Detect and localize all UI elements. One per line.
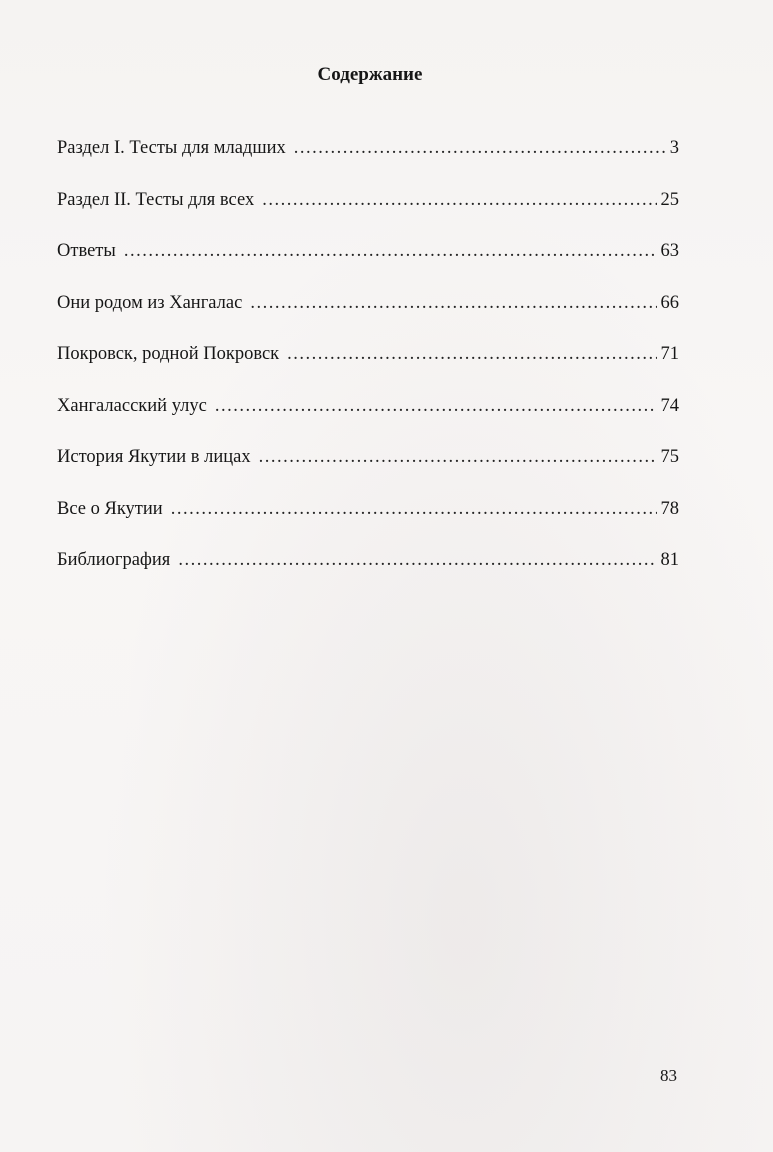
page-title: Содержание: [317, 64, 423, 85]
toc-entry-page: 63: [660, 241, 679, 261]
toc-dot-leader: [287, 344, 656, 365]
toc-entry-page: 81: [660, 550, 679, 570]
toc-dot-leader: [262, 190, 656, 211]
toc-entry[interactable]: [57, 138, 679, 190]
toc-entry-label: Они родом из Хангалас: [57, 292, 243, 313]
toc-entry-page: 25: [660, 189, 679, 210]
toc-dot-leader: [124, 241, 657, 262]
toc-entry-page: 3: [669, 138, 679, 158]
toc-entry-label: Покровск, родной Покровск: [57, 344, 280, 364]
toc-entry[interactable]: [57, 447, 679, 499]
page-number: 83: [660, 1066, 677, 1085]
toc-entry[interactable]: [57, 396, 679, 448]
toc-entry[interactable]: [57, 190, 679, 242]
toc-dot-leader: [294, 138, 666, 159]
toc-dot-leader: [171, 499, 657, 520]
toc-entry-label: Библиография: [57, 550, 171, 570]
toc-entry-page: 78: [660, 498, 679, 519]
toc-entry[interactable]: [57, 241, 679, 293]
toc-entry[interactable]: [57, 344, 679, 396]
toc-entry-page: 71: [660, 344, 679, 364]
toc-entry-label: Раздел I. Тесты для младших: [57, 138, 286, 158]
toc-entry-page: 75: [660, 447, 679, 467]
toc-entry-page: 66: [660, 292, 679, 313]
toc-dot-leader: [178, 550, 656, 571]
toc-entry[interactable]: [57, 293, 679, 345]
toc-entry-label: Ответы: [57, 241, 116, 261]
toc-entry-label: История Якутии в лицах: [57, 447, 251, 467]
toc-entry[interactable]: [57, 499, 679, 551]
toc-dot-leader: [215, 396, 657, 417]
toc-entry[interactable]: [57, 550, 679, 602]
toc-entry-label: Раздел II. Тесты для всех: [57, 189, 255, 210]
toc-entry-label: Все о Якутии: [57, 498, 163, 519]
toc-entry-page: 74: [660, 395, 679, 416]
table-of-contents: [57, 138, 679, 602]
toc-dot-leader: [259, 447, 657, 468]
toc-entry-label: Хангаласский улус: [57, 395, 207, 416]
toc-dot-leader: [250, 293, 656, 314]
reverse-side-bleed-through: [140, 748, 640, 771]
